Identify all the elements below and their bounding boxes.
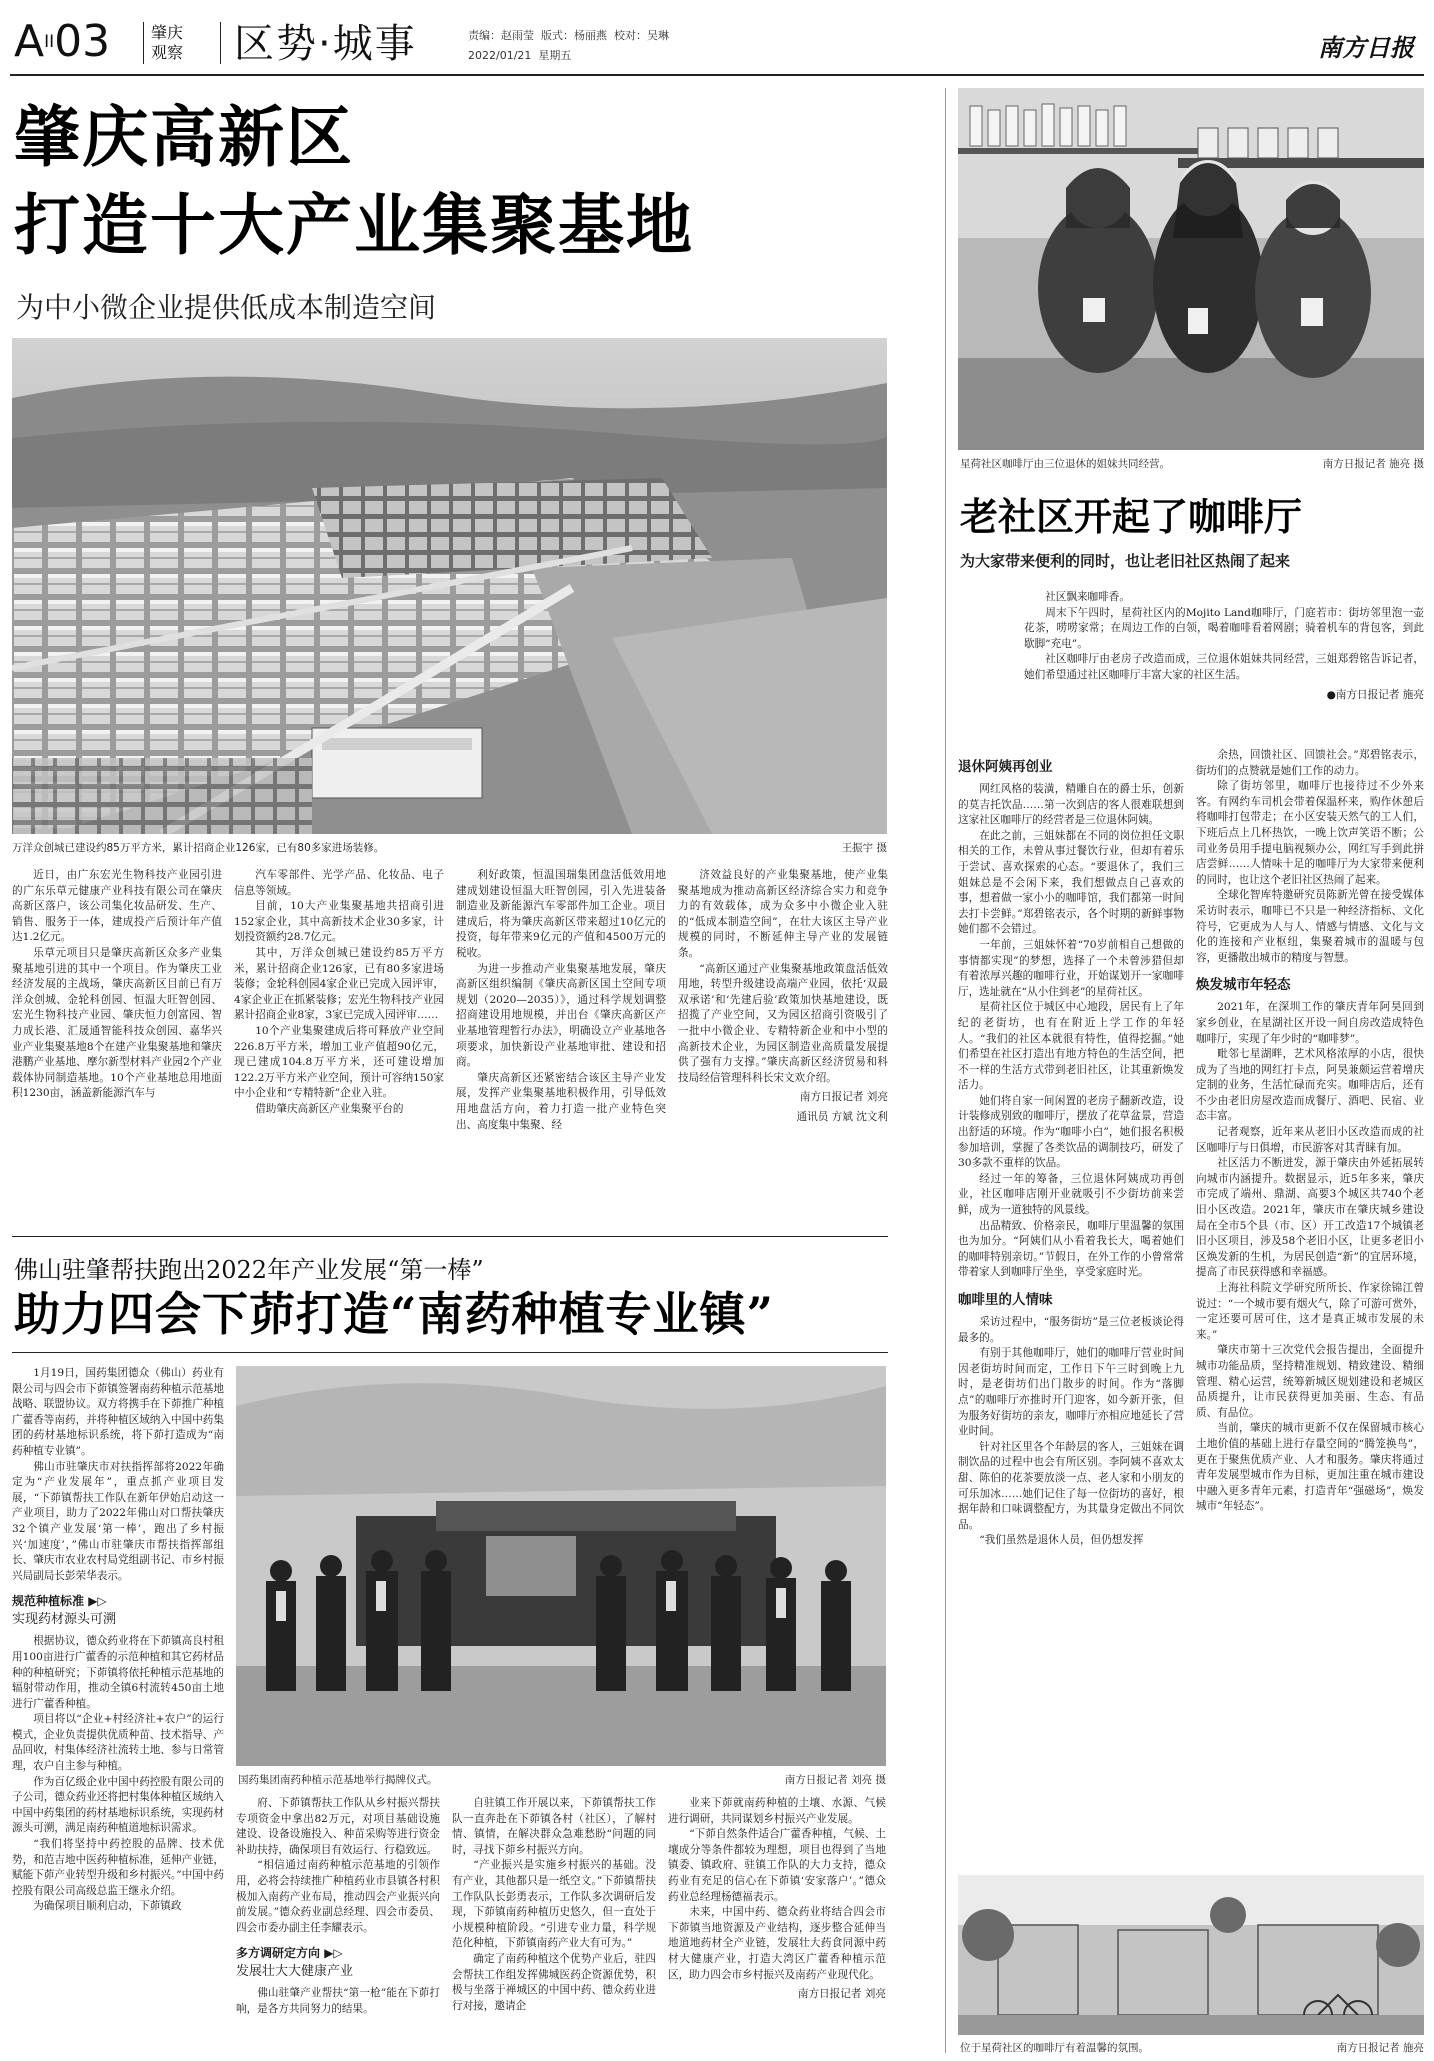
story2-headline: 助力四会下茆打造“南药种植专业镇” (14, 1287, 774, 1341)
section-title: 区势·城事 (234, 21, 417, 67)
story2-column-2: 府、下茆镇帮扶工作队从乡村振兴帮扶专项资金中拿出82万元，对项目基础设施建设、设备设施投入、种苗采购等进行资金补助扶持，确保项目有效运行、行稳致远。 “相信通过南药种植示范基地的引领作用，必将会持续推广种植药业市县镇各村积极加入南药产业布局，推动四会产业振兴向前发展。”德众药业副总经理、四会市委员、四会市委办副主任李耀表示。 多方调研定方向 ▶▷ 发展壮大大健康产业 佛山驻肇产业帮扶“第一枪”能在下茆打响，是各方共同努力的结果。 (236, 1797, 440, 2015)
story2-column-3: 自驻镇工作开展以来，下茆镇帮扶工作队一直奔赴在下茆镇各村（社区），了解村情、镇情，在解决群众急难愁盼“问题的同时，寻找下茆乡村振兴方向。 “产业振兴是实施乡村振兴的基础。没有产业，其他都只是一纸空文。”下茆镇帮扶工作队队长彭勇表示，工作队多次调研后发现，下茆镇南药种植历史悠久，但一直处于小规模种植阶段。“引进专业力量，科学规范化种植，下茆镇南药产业大有可为。” 确定了南药种植这个优势产业后，驻四会帮扶工作组发挥佛城医药企资源优势，积极与坐落于禅城区的中国中药、德众药业进行对接，邀请企 (452, 1797, 656, 2012)
story2-column-4: 业来下茆就南药种植的土壤、水源、气候进行调研，共同谋划乡村振兴产业发展。 “下茆自然条件适合广藿香种植，气候、土壤成分等条件都较为理想，项目也得到了当地镇委、镇政府、驻镇工作队的大力支持，德众药业有充足的信心在下茆镇‘安家落户’。”德众药业总经理杨德福表示。 未来，中国中药、德众药业将结合四会市下茆镇当地资源及产业结构，逐步整合延伸当地道地药材全产业链，发展壮大药食同源中药材大健康产业，打造大湾区广藿香种植示范区，助力四会市乡村振兴及南药产业现代化。 南方日报记者 刘亮 (668, 1797, 886, 2001)
story2-column-1: 1月19日，国药集团德众（佛山）药业有限公司与四会市下茆镇签署南药种植示范基地战略、联盟协议。双方将携手在下茆推广种植广藿香等南药，并将种植区域纳入中国中药集团的药材基地标识系统，将下茆打造成为“南药种植专业镇”。 佛山市驻肇庆市对扶指挥部将2022年确定为“产业发展年”，重点抓产业项目发展，“下茆镇帮扶工作队在新年伊始启动这一产业项目，助力了2022年佛山对口帮扶肇庆32个镇产业发展‘第一棒’，跑出了乡村振兴‘加速度’，”佛山市驻肇庆市帮扶指挥部组长、肇庆市农业农村局党组副书记、市乡村振兴局副局长彭荣华表示。 规范种植标准 ▶▷ 实现药材源头可溯 根据协议，德众药业将在下茆镇高良村租用100亩进行广藿香的示范种植和其它药材品种的种植研究；下茆镇将依托种植示范基地的辐射带动作用，推动全镇6村流转450亩土地进行广藿香种植。 项目将以“企业+村经济社+农户”的运行模式，企业负责提供优质种苗、技术指导、产品回收，村集体经济社流转土地、参与日常管理，农户自主参与种植。 作为百亿级企业中国中药控股有限公司的子公司，德众药业还将把村集体种植区域纳入中国中药集团的药材基地标识系统，实现药材源头可溯，满足南药种植道地标识需求。 “我们将坚持中药控股的品牌、技术优势，和范吉地中医药种植标准，延伸产业链，赋能下茆产业转型升级和乡村振兴。”中国中药控股有限公司高级总监王继永介绍。 为确保项目顺利启动，下茆镇政 (12, 1367, 224, 1913)
story3-photo-caption: 星荷社区咖啡厅由三位退休的姐妹共同经营。 (960, 458, 1170, 470)
courtyard-photo-art (958, 1875, 1424, 2035)
story1-headline-2: 打造十大产业集聚基地 (14, 186, 694, 264)
page-number: AII03 (14, 16, 111, 67)
story3-lead: 社区飘来咖啡香。 周末下午四时，星荷社区内的Mojito Land咖啡厅，门庭若市：街坊邻里泡一壶花茶，唠唠家常；在周边工作的白领，喝着咖啡看着网剧；骑着机车的背包客，到此歇脚“充电”。 社区咖啡厅由老房子改造而成，三位退休姐妹共同经营，三姐郑碧铭告诉记者，她们希望通过社区咖啡厅丰富大家的社区生活。 ●南方日报记者 施亮 (1024, 591, 1424, 701)
story3-headline: 老社区开起了咖啡厅 (960, 494, 1303, 539)
story1-column-1: 近日，由广东宏光生物科技产业园引进的广东乐草元健康产业科技有限公司在肇庆高新区落户，该公司集化妆品研发、生产、销售、服务于一体，建成投产后预计年产值达1.2亿元。 乐草元项目只是肇庆高新区众多产业集聚基地引进的其中一个项目。作为肇庆工业经济发展的主战场，肇庆高新区目前已有万洋众创城、金轮科创园、恒温大旺智创园、宏光生物科技产业园、肇庆恒力创富园、智力成长港、汇晟通智能科技众创园、嘉华兴业产业集聚基地8个在建产业集聚基地和肇庆港鹏产业基地、摩尔新型材料产业园2个产业载体协同制造基地。10个产业基地总用地面积1230亩，涵盖新能源汽车与 (12, 869, 222, 1100)
story2-kicker: 佛山驻肇帮扶跑出2022年产业发展“第一棒” (14, 1256, 484, 1284)
newspaper-logo: 南方日报 (1318, 33, 1414, 62)
story1-photo-caption: 万洋众创城已建设约85万平方米，累计招商企业126家，已有80多家进场装修。 (12, 842, 385, 854)
story3-bottom-credit: 南方日报记者 施亮 (1336, 2042, 1424, 2054)
story2-sub2-kicker: 多方调研定方向 ▶▷ (236, 1946, 343, 1961)
issue-date: 2022/01/21 星期五 (468, 49, 572, 62)
story3-subtitle: 为大家带来便利的同时，也让老旧社区热闹了起来 (960, 552, 1291, 570)
section-tag: 肇庆 观察 (151, 23, 184, 62)
cafe-owners-photo-art (958, 88, 1424, 450)
cafe-owners-photo (958, 88, 1424, 450)
story1-column-4: 济效益良好的产业集聚基地，使产业集聚基地成为推动高新区经济综合实力和竞争力的有效载体，成为众多中小微企业入驻的“低成本制造空间”，在壮大该区主导产业规模的同时，不断延伸主导产业的发展链条。 “高新区通过产业集聚基地政策盘活低效用地，转型升级建设高端产业园，依托‘双最双承诺’和‘先建后验’政策加快基地建设，既招揽了产业空间，又为园区招商引资吸引了一批中小微企业、专精特新企业和中小型的高新技术企业，为园区制造业高质量发展提供了强有力支撑。”肇庆高新区经济贸易和科技局经信管理科科长宋文欢介绍。 南方日报记者 刘亮 通讯员 方斌 沈文利 (678, 869, 888, 1123)
story3-bottom-caption: 位于星荷社区的咖啡厅有着温馨的氛围。 (960, 2042, 1149, 2054)
masthead (0, 0, 1434, 72)
story1-headline-1: 肇庆高新区 (14, 98, 354, 176)
cafe-courtyard-photo (958, 1875, 1424, 2035)
story1-subtitle: 为中小微企业提供低成本制造空间 (16, 291, 437, 324)
story2-sub1-kicker: 规范种植标准 ▶▷ (12, 1594, 107, 1609)
industrial-park-aerial-photo (12, 338, 887, 834)
story2-photo-credit: 南方日报记者 刘亮 摄 (784, 1774, 886, 1786)
story1-column-2: 汽车零部件、光学产品、化妆品、电子信息等领域。 目前，10大产业集聚基地共招商引进152家企业，其中高新技术企业30多家，计划投资额约28.7亿元。 其中，万洋众创城已建设约85万平方米，累计招商企业126家，已有80多家进场装修；金轮科创园4家企业已完成入园评审，4家企业正在抓紧装修；宏光生物科技产业园累计招商企业8家，3家已完成入园评审…… 10个产业集聚建成后将可释放产业空间226.8万平方米，增加工业产值超90亿元，现已建成104.8万平方米，还可建设增加122.2万平方米产业空间，预计可容纳150家中小企业和“专精特新”企业入驻。 借助肇庆高新区产业集聚平台的 (234, 869, 444, 1115)
ceremony-photo (236, 1366, 886, 1766)
aerial-photo-art (12, 338, 887, 834)
ceremony-photo-art (236, 1366, 886, 1766)
story3-column-1: 退休阿姨再创业 网红风格的装潢，精雕自在的爵士乐，创新的莫吉托饮品……第一次到店的客人很难联想到这家社区咖啡厅的经营者是三位退休阿姨。 在此之前，三姐妹都在不同的岗位担任文职相关的工作，未曾从事过餐饮行业，但却有着乐于尝试、喜欢探索的心态。“要退休了，我们三姐妹总是不会闲下来，我们想做点自己喜欢的事，想着做一家小小的咖啡馆，我们都第一时间去打卡尝鲜。”郑碧铭表示，各个时期的新鲜事物她们都不会错过。 一年前，三姐妹怀着“70岁前相自己想做的事情都实现”的梦想，选择了一个未曾涉猎但却有着浓厚兴趣的咖啡行业，开始谋划开一家咖啡厅，选址就在“从小住到老”的星荷社区。 星荷社区位于城区中心地段，居民有上了年纪的老街坊，也有在附近上学工作的年轻人。“我们的社区本就很有特性，值得挖掘。”她们希望在社区打造出有地方特色的生活空间，把不一样的生活方式带到老旧社区，让其重新焕发活力。 她们将自家一间闲置的老房子翻新改造，设计装修成别致的咖啡厅，摆放了花草盆景，营造出舒适的环境。作为“咖啡小白”，她们报名积极参加培训，掌握了各类饮品的调制技巧，研发了30多款不重样的饮品。 经过一年的筹备，三位退休阿姨成功再创业，社区咖啡店刚开业就吸引不少街坊前来尝鲜，成为一道独特的风景线。 出品精致、价格亲民，咖啡厅里温馨的氛围也为加分。“阿姨们从小看着我长大，喝着她们的咖啡特别亲切。”节假日，在外工作的小曾常常带着家人到咖啡厅坐坐，享受家庭时光。 咖啡里的人情味 采访过程中，“服务街坊”是三位老板谈论得最多的。 有别于其他咖啡厅，她们的咖啡厅营业时间因老街坊时间而定，工作日下午三时到晚上九时，是老街坊们出门散步的时间。作为“落脚点”的咖啡厅亦推时开门迎客，如今新开张，但为服务好街坊的亲友，咖啡厅亦相应地延长了营业时间。 针对社区里各个年龄层的客人，三姐妹在调制饮品的过程中也会有所区别。李阿姨不喜欢太甜、陈伯的花茶要放淡一点、老人家和小朋友的可乐加冰……她们记住了每一位街坊的喜好，根据年龄和口味调整配方，为其量身定做出不同饮品。 “我们虽然是退休人员，但仍想发挥 (958, 759, 1184, 1547)
story1-photo-credit: 王振宇 摄 (841, 842, 887, 854)
story2-photo-caption: 国药集团南药种植示范基地举行揭牌仪式。 (238, 1774, 438, 1786)
story3-column-2: 余热，回馈社区、回馈社会。”郑碧铭表示，街坊们的点赞就是她们工作的动力。 除了街坊邻里，咖啡厅也接待过不少外来客。有网约车司机会带着保温杯来，购作休憩后将咖啡打包带走；在小区安装天然气的工人们，下班后点上几杯热饮，一晚上饮声笑语不断；公司业务员用手提电脑视频办公，网红写手到此拼店尝鲜……人情味十足的咖啡厅为大家带来便利的同时，也让这个老旧社区热闹了起来。 全球化智库特邀研究员陈新光曾在接受媒体采访时表示，咖啡已不只是一种经济指标、文化符号，它更成为人与人、情感与情感、文化与文化的连接和产业枢纽，集聚着城市的温暖与包容，更播散出城市的精度与智慧。 焕发城市年轻态 2021年，在深圳工作的肇庆青年阿昊回到家乡创业，在星湖社区开设一间自房改造成特色咖啡厅，实现了年少时的“咖啡梦”。 毗邻七星湖畔，艺术风格浓厚的小店，很快成为了当地的网红打卡点，阿昊兼颇运营着增庆定制的业务，生活忙碌而充实。咖啡店后，还有不少由老旧房屋改造而成餐厅、酒吧、民宿、业态丰富。 记者观察，近年来从老旧小区改造而成的社区咖啡厅与日俱增，市民游客对其青睐有加。 社区活力不断迸发，源于肇庆由外延拓展转向城市内涵提升。数据显示，近5年多来，肇庆市完成了端州、鼎湖、高要3个城区共740个老旧小区改造。2021年，肇庆市在肇庆城乡建设局在全市5个县（市、区）开工改造17个城镇老旧小区项目，涉及58个老旧小区，让更多老旧小区焕发新的生机，为居民创造“新”的宜居环境，提高了市民获得感和幸福感。 上海社科院文学研究所所长、作家徐锦江曾说过：“一个城市要有烟火气，除了可游可赏外，一定还要可居可住，这才是真正城市发展的未来。” 肇庆市第十三次党代会报告提出，全面提升城市功能品质，坚持精准规划、精致建设、精细管理、精心运营，统筹新城区规划建设和老城区品质提升，让市民获得更加美丽、生态、有品质、有品位。 当前，肇庆的城市更新不仅在保留城市核心土地价值的基础上进行存量空间的“腾笼换鸟”，更在于聚焦优质产业、人才和服务。肇庆将通过青年发展型城市作为目标，更加注重在城市建设中融入更多青年元素，打造青年“强磁场”，焕发城市“年轻态”。 (1196, 749, 1424, 1513)
staff-line: 责编：赵雨莹 版式：杨丽燕 校对：吴琳 (468, 29, 669, 42)
story3-photo-credit: 南方日报记者 施亮 摄 (1322, 458, 1424, 470)
story1-column-3: 利好政策，恒温国瑞集团盘活低效用地建成划建设恒温大旺智创园，引入先进装备制造业及新能源汽车零部件加工企业。项目建成后，将为肇庆高新区带来超过10亿元的投资，每年带来9亿元的产值和4500万元的税收。 为进一步推动产业集聚基地发展，肇庆高新区组织编制《肇庆高新区国土空间专项规划（2020—2035）》，通过科学规划调整招商建设用地规模，并出台《肇庆高新区产业基地管理暂行办法》，明确设立产业基地各项要求，加快新设产业基地审批、建设和招商。 肇庆高新区还紧密结合该区主导产业发展，发挥产业集聚基地积极作用，引导低效用地盘活方向，着力打造一批产业特色突出、高度集中集聚、经 (456, 869, 666, 1131)
